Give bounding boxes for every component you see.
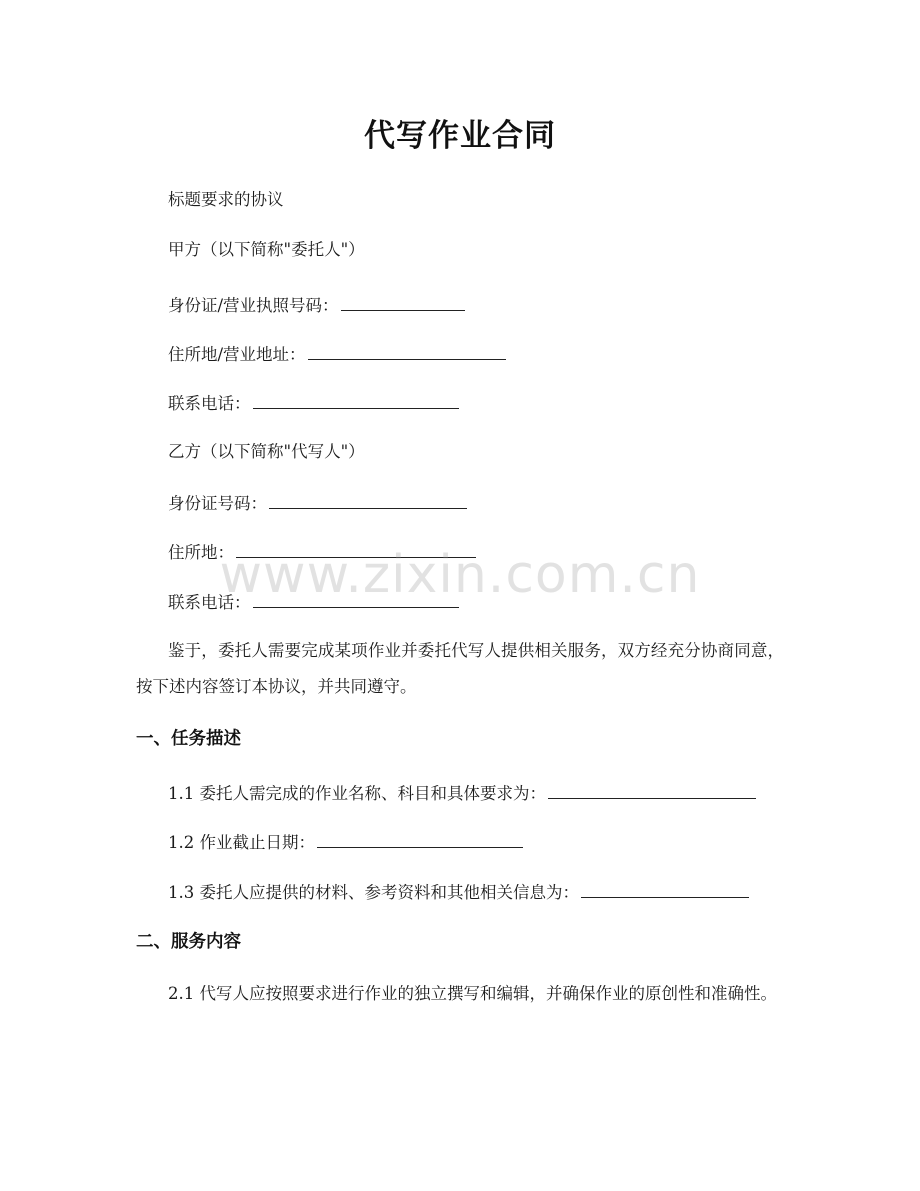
task-1-1-row bbox=[168, 781, 756, 805]
section-1-heading: 一、任务描述 bbox=[136, 729, 241, 749]
party-a-address-blank bbox=[308, 342, 506, 360]
party-b-heading: 乙方（以下简称"代写人"） bbox=[168, 442, 365, 461]
party-b-id-label: 身份证号码： bbox=[168, 494, 267, 513]
party-a-heading: 甲方（以下简称"委托人"） bbox=[168, 240, 365, 259]
task-1-2-blank bbox=[317, 830, 523, 848]
task-1-1-blank bbox=[548, 781, 756, 799]
task-1-3-label: 1.3 委托人应提供的材料、参考资料和其他相关信息为： bbox=[168, 883, 579, 902]
preamble-paragraph: 鉴于，委托人需要完成某项作业并委托代写人提供相关服务，双方经充分协商同意，按下述内容签订本协议，并共同遵守。 bbox=[136, 641, 784, 696]
task-1-3-row bbox=[168, 880, 749, 904]
task-1-1-label: 1.1 委托人需完成的作业名称、科目和具体要求为： bbox=[168, 784, 546, 803]
agreement-subtitle: 标题要求的协议 bbox=[168, 190, 284, 209]
party-a-phone-label: 联系电话： bbox=[168, 394, 251, 413]
party-b-id-row bbox=[168, 491, 467, 515]
party-b-address-label: 住所地： bbox=[168, 543, 234, 562]
party-a-id-row bbox=[168, 293, 465, 317]
task-1-2-label: 1.2 作业截止日期： bbox=[168, 833, 315, 852]
party-a-phone-blank bbox=[253, 391, 459, 409]
party-a-id-blank bbox=[341, 293, 465, 311]
party-b-phone-label: 联系电话： bbox=[168, 593, 251, 612]
party-a-address-label: 住所地/营业地址： bbox=[168, 345, 306, 364]
party-a-id-label: 身份证/营业执照号码： bbox=[168, 296, 339, 315]
task-1-3-blank bbox=[581, 880, 749, 898]
party-a-address-row bbox=[168, 342, 506, 366]
watermark-text: www.zixin.com.cn bbox=[219, 545, 701, 605]
service-2-1-paragraph: 2.1 代写人应按照要求进行作业的独立撰写和编辑，并确保作业的原创性和准确性。 bbox=[168, 984, 777, 1003]
document-title: 代写作业合同 bbox=[364, 118, 556, 154]
task-1-2-row bbox=[168, 830, 523, 854]
section-2-heading: 二、服务内容 bbox=[136, 932, 241, 952]
party-b-id-blank bbox=[269, 491, 467, 509]
party-a-phone-row bbox=[168, 391, 459, 415]
